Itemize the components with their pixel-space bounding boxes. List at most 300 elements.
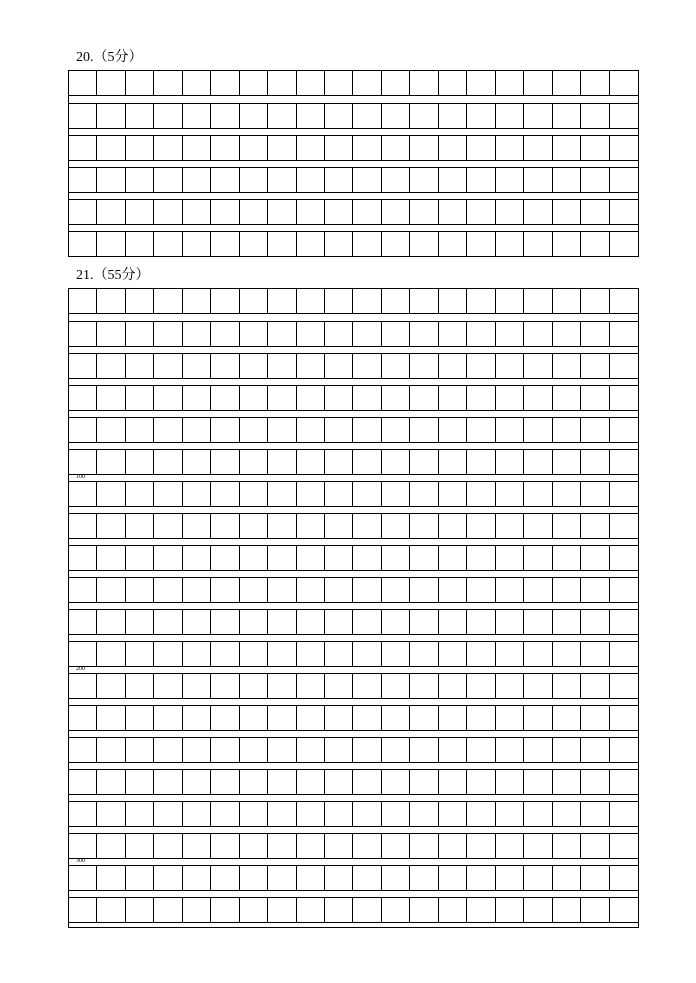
grid-cell[interactable] (524, 418, 552, 442)
grid-cell[interactable] (211, 200, 239, 224)
grid-cell[interactable] (126, 834, 154, 858)
grid-cell[interactable] (297, 610, 325, 634)
grid-cell[interactable] (240, 322, 268, 346)
grid-cell[interactable] (410, 578, 438, 602)
grid-cell[interactable] (467, 71, 495, 95)
grid-cell[interactable] (69, 578, 97, 602)
grid-cell[interactable] (467, 104, 495, 128)
grid-cell[interactable] (467, 168, 495, 192)
grid-cell[interactable] (354, 418, 382, 442)
grid-cell[interactable] (154, 674, 182, 698)
grid-cell[interactable] (97, 834, 125, 858)
grid-cell[interactable] (467, 322, 495, 346)
grid-cell[interactable] (97, 802, 125, 826)
grid-cell[interactable] (496, 104, 524, 128)
grid-cell[interactable] (126, 802, 154, 826)
grid-cell[interactable] (325, 738, 353, 762)
grid-cell[interactable] (410, 482, 438, 506)
grid-cell[interactable] (496, 168, 524, 192)
grid-cell[interactable] (354, 200, 382, 224)
grid-cell[interactable] (581, 386, 609, 410)
grid-cell[interactable] (467, 386, 495, 410)
grid-cell[interactable] (211, 770, 239, 794)
grid-cell[interactable] (610, 770, 638, 794)
grid-cell[interactable] (610, 674, 638, 698)
grid-cell[interactable] (69, 514, 97, 538)
grid-cell[interactable] (354, 136, 382, 160)
grid-cell[interactable] (240, 546, 268, 570)
grid-cell[interactable] (69, 104, 97, 128)
grid-cell[interactable] (97, 578, 125, 602)
grid-cell[interactable] (410, 289, 438, 313)
grid-cell[interactable] (410, 322, 438, 346)
grid-cell[interactable] (382, 386, 410, 410)
grid-cell[interactable] (211, 738, 239, 762)
grid-cell[interactable] (354, 546, 382, 570)
grid-cell[interactable] (581, 482, 609, 506)
grid-cell[interactable] (126, 418, 154, 442)
grid-cell[interactable] (211, 136, 239, 160)
grid-cell[interactable] (97, 450, 125, 474)
grid-cell[interactable] (581, 418, 609, 442)
grid-cell[interactable] (553, 642, 581, 666)
grid-cell[interactable] (496, 834, 524, 858)
grid-cell[interactable] (439, 136, 467, 160)
grid-cell[interactable] (240, 289, 268, 313)
grid-cell[interactable] (183, 200, 211, 224)
grid-cell[interactable] (553, 232, 581, 256)
grid-cell[interactable] (467, 136, 495, 160)
grid-cell[interactable] (610, 482, 638, 506)
grid-cell[interactable] (553, 450, 581, 474)
grid-cell[interactable] (183, 104, 211, 128)
grid-cell[interactable] (297, 802, 325, 826)
grid-cell[interactable] (581, 770, 609, 794)
grid-cell[interactable] (268, 104, 296, 128)
grid-cell[interactable] (325, 546, 353, 570)
grid-cell[interactable] (183, 168, 211, 192)
grid-cell[interactable] (382, 898, 410, 922)
grid-cell[interactable] (69, 71, 97, 95)
grid-cell[interactable] (211, 834, 239, 858)
grid-cell[interactable] (410, 354, 438, 378)
grid-cell[interactable] (297, 482, 325, 506)
grid-cell[interactable] (354, 706, 382, 730)
grid-cell[interactable] (467, 450, 495, 474)
grid-cell[interactable] (297, 450, 325, 474)
grid-cell[interactable] (183, 706, 211, 730)
grid-cell[interactable] (154, 866, 182, 890)
grid-cell[interactable] (496, 642, 524, 666)
grid-cell[interactable] (69, 386, 97, 410)
grid-cell[interactable] (211, 514, 239, 538)
grid-cell[interactable] (325, 674, 353, 698)
grid-cell[interactable] (410, 866, 438, 890)
grid-cell[interactable] (496, 354, 524, 378)
grid-cell[interactable] (154, 289, 182, 313)
grid-cell[interactable] (325, 706, 353, 730)
grid-cell[interactable] (69, 450, 97, 474)
grid-cell[interactable] (467, 514, 495, 538)
grid-cell[interactable] (553, 168, 581, 192)
grid-cell[interactable] (496, 232, 524, 256)
grid-cell[interactable] (183, 866, 211, 890)
grid-cell[interactable] (553, 546, 581, 570)
grid-cell[interactable] (183, 770, 211, 794)
grid-cell[interactable] (553, 322, 581, 346)
grid-cell[interactable] (97, 770, 125, 794)
grid-cell[interactable] (581, 546, 609, 570)
grid-cell[interactable] (297, 289, 325, 313)
grid-cell[interactable] (183, 136, 211, 160)
grid-cell[interactable] (410, 232, 438, 256)
grid-cell[interactable] (553, 71, 581, 95)
grid-cell[interactable] (268, 450, 296, 474)
grid-cell[interactable] (382, 674, 410, 698)
grid-cell[interactable] (467, 770, 495, 794)
grid-cell[interactable] (325, 232, 353, 256)
grid-cell[interactable] (268, 706, 296, 730)
grid-cell[interactable] (439, 514, 467, 538)
grid-cell[interactable] (439, 482, 467, 506)
grid-cell[interactable] (126, 514, 154, 538)
grid-cell[interactable] (211, 802, 239, 826)
grid-cell[interactable] (524, 610, 552, 634)
grid-cell[interactable] (581, 866, 609, 890)
grid-cell[interactable] (297, 738, 325, 762)
grid-cell[interactable] (581, 514, 609, 538)
grid-cell[interactable] (553, 578, 581, 602)
grid-cell[interactable] (297, 898, 325, 922)
grid-cell[interactable] (354, 738, 382, 762)
grid-cell[interactable] (69, 546, 97, 570)
grid-cell[interactable] (97, 674, 125, 698)
grid-cell[interactable] (581, 200, 609, 224)
grid-cell[interactable] (297, 322, 325, 346)
grid-cell[interactable] (126, 200, 154, 224)
grid-cell[interactable] (126, 232, 154, 256)
grid-cell[interactable] (297, 71, 325, 95)
grid-cell[interactable] (467, 546, 495, 570)
grid-cell[interactable] (410, 546, 438, 570)
grid-cell[interactable] (524, 232, 552, 256)
grid-cell[interactable] (382, 610, 410, 634)
grid-cell[interactable] (325, 482, 353, 506)
grid-cell[interactable] (354, 834, 382, 858)
grid-cell[interactable] (524, 200, 552, 224)
grid-cell[interactable] (97, 354, 125, 378)
grid-cell[interactable] (154, 168, 182, 192)
grid-cell[interactable] (268, 136, 296, 160)
grid-cell[interactable] (69, 866, 97, 890)
grid-cell[interactable] (69, 834, 97, 858)
grid-cell[interactable] (382, 482, 410, 506)
grid-cell[interactable] (496, 738, 524, 762)
grid-cell[interactable] (410, 706, 438, 730)
grid-cell[interactable] (154, 322, 182, 346)
grid-cell[interactable] (439, 642, 467, 666)
grid-cell[interactable] (268, 578, 296, 602)
grid-cell[interactable] (154, 770, 182, 794)
grid-cell[interactable] (268, 674, 296, 698)
grid-cell[interactable] (268, 546, 296, 570)
grid-cell[interactable] (382, 322, 410, 346)
grid-cell[interactable] (439, 866, 467, 890)
grid-cell[interactable] (240, 71, 268, 95)
grid-cell[interactable] (268, 898, 296, 922)
grid-cell[interactable] (97, 418, 125, 442)
grid-cell[interactable] (69, 136, 97, 160)
grid-cell[interactable] (410, 71, 438, 95)
grid-cell[interactable] (524, 546, 552, 570)
grid-cell[interactable] (297, 706, 325, 730)
grid-cell[interactable] (126, 546, 154, 570)
grid-cell[interactable] (325, 578, 353, 602)
grid-cell[interactable] (183, 322, 211, 346)
grid-cell[interactable] (496, 546, 524, 570)
grid-cell[interactable] (268, 232, 296, 256)
grid-cell[interactable] (183, 514, 211, 538)
grid-cell[interactable] (97, 322, 125, 346)
grid-cell[interactable] (524, 354, 552, 378)
grid-cell[interactable] (97, 706, 125, 730)
grid-cell[interactable] (382, 104, 410, 128)
grid-cell[interactable] (467, 642, 495, 666)
grid-cell[interactable] (496, 200, 524, 224)
grid-cell[interactable] (211, 578, 239, 602)
grid-cell[interactable] (154, 386, 182, 410)
grid-cell[interactable] (126, 136, 154, 160)
grid-cell[interactable] (524, 514, 552, 538)
grid-cell[interactable] (183, 802, 211, 826)
grid-cell[interactable] (553, 898, 581, 922)
grid-cell[interactable] (211, 322, 239, 346)
grid-cell[interactable] (297, 200, 325, 224)
grid-cell[interactable] (240, 610, 268, 634)
grid-cell[interactable] (581, 71, 609, 95)
grid-cell[interactable] (154, 200, 182, 224)
grid-cell[interactable] (610, 738, 638, 762)
grid-cell[interactable] (610, 232, 638, 256)
grid-cell[interactable] (268, 514, 296, 538)
grid-cell[interactable] (154, 898, 182, 922)
grid-cell[interactable] (325, 354, 353, 378)
grid-cell[interactable] (97, 610, 125, 634)
grid-cell[interactable] (240, 482, 268, 506)
grid-cell[interactable] (297, 514, 325, 538)
grid-cell[interactable] (240, 136, 268, 160)
grid-cell[interactable] (354, 770, 382, 794)
grid-cell[interactable] (126, 71, 154, 95)
grid-cell[interactable] (69, 738, 97, 762)
grid-cell[interactable] (439, 546, 467, 570)
grid-cell[interactable] (524, 866, 552, 890)
grid-cell[interactable] (439, 200, 467, 224)
grid-cell[interactable] (325, 322, 353, 346)
grid-cell[interactable] (154, 482, 182, 506)
grid-cell[interactable] (610, 802, 638, 826)
grid-cell[interactable] (610, 104, 638, 128)
grid-cell[interactable] (297, 834, 325, 858)
grid-cell[interactable] (126, 354, 154, 378)
grid-cell[interactable] (126, 770, 154, 794)
grid-cell[interactable] (610, 71, 638, 95)
grid-cell[interactable] (410, 898, 438, 922)
grid-cell[interactable] (126, 738, 154, 762)
grid-cell[interactable] (354, 802, 382, 826)
grid-cell[interactable] (240, 200, 268, 224)
grid-cell[interactable] (126, 706, 154, 730)
grid-cell[interactable] (325, 418, 353, 442)
grid-cell[interactable] (268, 289, 296, 313)
grid-cell[interactable] (496, 289, 524, 313)
grid-cell[interactable] (524, 770, 552, 794)
grid-cell[interactable] (126, 386, 154, 410)
grid-cell[interactable] (126, 168, 154, 192)
grid-cell[interactable] (154, 738, 182, 762)
grid-cell[interactable] (268, 770, 296, 794)
grid-cell[interactable] (97, 386, 125, 410)
grid-cell[interactable] (154, 232, 182, 256)
grid-cell[interactable] (496, 71, 524, 95)
grid-cell[interactable] (410, 834, 438, 858)
grid-cell[interactable] (410, 168, 438, 192)
grid-cell[interactable] (240, 578, 268, 602)
grid-cell[interactable] (553, 706, 581, 730)
grid-cell[interactable] (382, 770, 410, 794)
grid-cell[interactable] (467, 898, 495, 922)
grid-cell[interactable] (354, 514, 382, 538)
grid-cell[interactable] (240, 514, 268, 538)
grid-cell[interactable] (354, 168, 382, 192)
grid-cell[interactable] (610, 866, 638, 890)
grid-cell[interactable] (610, 418, 638, 442)
grid-cell[interactable] (439, 418, 467, 442)
grid-cell[interactable] (240, 642, 268, 666)
grid-cell[interactable] (610, 289, 638, 313)
grid-cell[interactable] (211, 706, 239, 730)
grid-cell[interactable] (211, 642, 239, 666)
grid-cell[interactable] (410, 514, 438, 538)
grid-cell[interactable] (553, 514, 581, 538)
grid-cell[interactable] (581, 322, 609, 346)
grid-cell[interactable] (211, 168, 239, 192)
grid-cell[interactable] (325, 866, 353, 890)
grid-cell[interactable] (382, 354, 410, 378)
grid-cell[interactable] (211, 674, 239, 698)
grid-cell[interactable] (610, 514, 638, 538)
grid-cell[interactable] (354, 232, 382, 256)
grid-cell[interactable] (496, 322, 524, 346)
grid-cell[interactable] (467, 418, 495, 442)
grid-cell[interactable] (240, 354, 268, 378)
grid-cell[interactable] (553, 136, 581, 160)
grid-cell[interactable] (240, 898, 268, 922)
grid-cell[interactable] (410, 450, 438, 474)
grid-cell[interactable] (211, 418, 239, 442)
grid-cell[interactable] (581, 642, 609, 666)
grid-cell[interactable] (211, 354, 239, 378)
grid-cell[interactable] (439, 450, 467, 474)
grid-cell[interactable] (126, 898, 154, 922)
grid-cell[interactable] (496, 450, 524, 474)
grid-cell[interactable] (524, 322, 552, 346)
grid-cell[interactable] (524, 738, 552, 762)
grid-cell[interactable] (496, 418, 524, 442)
grid-cell[interactable] (581, 289, 609, 313)
grid-cell[interactable] (325, 168, 353, 192)
grid-cell[interactable] (439, 834, 467, 858)
grid-cell[interactable] (126, 322, 154, 346)
grid-cell[interactable] (154, 514, 182, 538)
grid-cell[interactable] (467, 289, 495, 313)
grid-cell[interactable] (297, 642, 325, 666)
grid-cell[interactable] (553, 770, 581, 794)
grid-cell[interactable] (524, 136, 552, 160)
grid-cell[interactable] (581, 610, 609, 634)
grid-cell[interactable] (581, 168, 609, 192)
grid-cell[interactable] (610, 546, 638, 570)
grid-cell[interactable] (69, 770, 97, 794)
grid-cell[interactable] (325, 802, 353, 826)
grid-cell[interactable] (581, 232, 609, 256)
grid-cell[interactable] (439, 578, 467, 602)
grid-cell[interactable] (154, 418, 182, 442)
grid-cell[interactable] (354, 289, 382, 313)
grid-cell[interactable] (496, 706, 524, 730)
grid-cell[interactable] (496, 770, 524, 794)
grid-cell[interactable] (183, 232, 211, 256)
grid-cell[interactable] (354, 354, 382, 378)
grid-cell[interactable] (240, 104, 268, 128)
grid-cell[interactable] (297, 168, 325, 192)
grid-cell[interactable] (240, 770, 268, 794)
grid-cell[interactable] (354, 450, 382, 474)
grid-cell[interactable] (69, 322, 97, 346)
grid-cell[interactable] (325, 71, 353, 95)
grid-cell[interactable] (610, 898, 638, 922)
grid-cell[interactable] (496, 514, 524, 538)
grid-cell[interactable] (524, 289, 552, 313)
grid-cell[interactable] (581, 354, 609, 378)
grid-cell[interactable] (354, 642, 382, 666)
grid-cell[interactable] (126, 482, 154, 506)
grid-cell[interactable] (439, 232, 467, 256)
grid-cell[interactable] (268, 354, 296, 378)
grid-cell[interactable] (97, 866, 125, 890)
grid-cell[interactable] (183, 610, 211, 634)
grid-cell[interactable] (382, 71, 410, 95)
grid-cell[interactable] (325, 104, 353, 128)
grid-cell[interactable] (439, 770, 467, 794)
grid-cell[interactable] (268, 610, 296, 634)
grid-cell[interactable] (382, 642, 410, 666)
grid-cell[interactable] (325, 610, 353, 634)
grid-cell[interactable] (268, 168, 296, 192)
grid-cell[interactable] (211, 546, 239, 570)
grid-cell[interactable] (97, 289, 125, 313)
grid-cell[interactable] (97, 136, 125, 160)
grid-cell[interactable] (524, 674, 552, 698)
grid-cell[interactable] (581, 578, 609, 602)
grid-cell[interactable] (69, 610, 97, 634)
grid-cell[interactable] (97, 104, 125, 128)
grid-cell[interactable] (496, 482, 524, 506)
grid-cell[interactable] (553, 802, 581, 826)
grid-cell[interactable] (382, 866, 410, 890)
grid-cell[interactable] (69, 200, 97, 224)
grid-cell[interactable] (382, 289, 410, 313)
